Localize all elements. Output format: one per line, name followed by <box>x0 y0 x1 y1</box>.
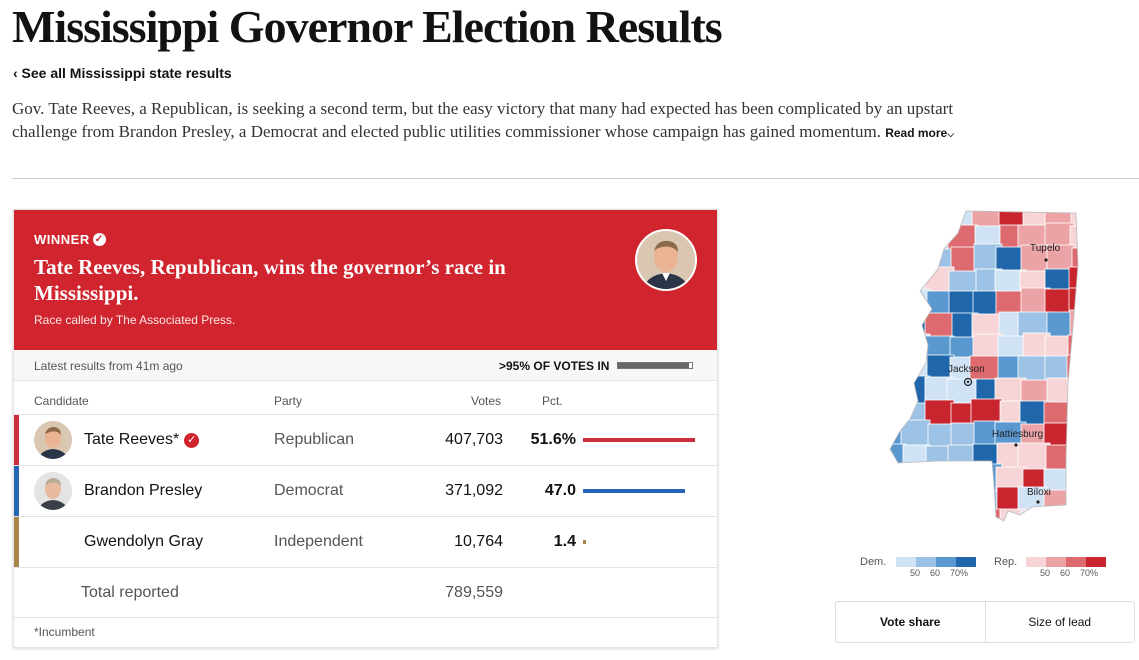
map-legend <box>860 556 1120 582</box>
county-shape[interactable] <box>880 267 906 295</box>
city-label: Tupelo <box>1030 243 1061 254</box>
divider <box>12 178 1139 179</box>
legend-tick: 50 <box>1040 568 1051 578</box>
candidate-name: Gwendolyn Gray <box>84 533 204 550</box>
county-shape[interactable] <box>898 245 930 273</box>
legend-dem-label: Dem. <box>860 556 887 568</box>
city-label: Jackson <box>948 364 985 375</box>
candidate-pct: 51.6% <box>530 431 576 448</box>
intro-text: Gov. Tate Reeves, a Republican, is seeking a second term, but the easy victory that many had expected has been complicated by an upstart challenge from Brandon Presley, a Democrat and elected public utilities commissioner whose campaign has gained momentum. <box>12 99 954 141</box>
col-header-votes: Votes <box>471 394 502 408</box>
votes-in-label: >95% OF VOTES IN <box>499 359 610 373</box>
city-label: Hattiesburg <box>992 429 1044 440</box>
county-shape[interactable] <box>880 401 906 427</box>
candidate-votes: 10,764 <box>454 533 503 550</box>
county-shape[interactable] <box>904 289 930 317</box>
legend-tick: 70% <box>950 568 969 578</box>
county-shape[interactable] <box>880 245 906 273</box>
table-row-reeves <box>14 414 717 465</box>
check-icon: ✓ <box>93 233 106 246</box>
county-shape[interactable] <box>926 469 954 493</box>
total-votes: 789,559 <box>445 584 503 601</box>
legend-tick: 70% <box>1080 568 1099 578</box>
col-header-party: Party <box>274 394 303 408</box>
county-shape[interactable] <box>971 509 1002 525</box>
legend-tick: 50 <box>910 568 921 578</box>
legend-rep-label: Rep. <box>994 556 1018 568</box>
city-label: Biloxi <box>1027 487 1051 498</box>
col-header-candidate: Candidate <box>34 394 89 408</box>
county-shape[interactable] <box>880 205 906 229</box>
county-shape[interactable] <box>880 513 906 525</box>
legend-swatch <box>1066 557 1086 567</box>
county-shape[interactable] <box>880 465 906 493</box>
county-shape[interactable] <box>880 379 906 405</box>
county-shape[interactable] <box>899 334 930 361</box>
reporting-progress-bar <box>617 362 693 369</box>
county-shape[interactable] <box>880 315 906 339</box>
legend-swatch <box>1026 557 1046 567</box>
candidate-pct: 1.4 <box>553 533 576 550</box>
party-stripe <box>14 466 19 516</box>
winner-banner <box>14 210 717 350</box>
legend-swatch <box>1086 557 1106 567</box>
county-shape[interactable] <box>1046 445 1074 471</box>
party-stripe <box>14 415 19 465</box>
county-shape[interactable] <box>880 488 906 515</box>
county-shape[interactable] <box>1068 378 1090 405</box>
results-status-bar <box>14 350 717 381</box>
candidate-party: Independent <box>274 533 363 550</box>
winner-check-icon: ✓ <box>184 433 199 448</box>
party-stripe <box>14 517 19 567</box>
reporting-progress-fill <box>618 363 689 368</box>
chevron-down-icon: ⌵ <box>947 128 955 139</box>
vote-share-bar <box>583 540 586 544</box>
map-view-toggle <box>835 601 1135 643</box>
legend-swatch <box>916 557 936 567</box>
candidate-party: Democrat <box>274 482 344 499</box>
county-shape[interactable] <box>946 489 978 515</box>
candidate-party: Republican <box>274 431 355 448</box>
county-shape[interactable] <box>880 290 906 317</box>
table-bottom-border <box>14 617 717 618</box>
county-shape[interactable] <box>1070 490 1090 515</box>
county-shape[interactable] <box>1071 423 1090 449</box>
winner-tag: WINNER ✓ <box>34 232 106 247</box>
legend-swatch <box>896 557 916 567</box>
county-shape[interactable] <box>949 512 978 525</box>
county-shape[interactable] <box>1047 378 1074 405</box>
county-shape[interactable] <box>880 225 906 251</box>
candidate-name: Tate Reeves* ✓ <box>84 431 199 449</box>
table-row-gray <box>14 516 717 567</box>
page-title: Mississippi Governor Election Results <box>12 1 722 52</box>
candidate-votes: 371,092 <box>445 482 503 499</box>
candidate-votes: 407,703 <box>445 431 503 448</box>
legend-tick: 60 <box>930 568 941 578</box>
legend-rep-scale <box>1026 557 1106 567</box>
winner-portrait <box>635 229 697 291</box>
see-all-state-results-link[interactable]: ‹ See all Mississippi state results <box>13 65 232 81</box>
county-shape[interactable] <box>952 464 978 493</box>
county-shape[interactable] <box>1070 464 1090 493</box>
county-shape[interactable] <box>880 444 906 471</box>
toggle-vote-share[interactable]: Vote share <box>880 615 941 629</box>
candidate-pct: 47.0 <box>544 482 576 499</box>
incumbent-footnote: *Incumbent <box>34 625 95 639</box>
candidate-name: Brandon Presley <box>84 482 203 499</box>
county-shape[interactable] <box>1021 511 1050 525</box>
county-shape[interactable] <box>902 225 930 251</box>
legend-tick: 60 <box>1060 568 1071 578</box>
presley-avatar <box>34 472 72 510</box>
county-shape[interactable] <box>880 336 906 361</box>
results-card <box>13 209 718 648</box>
county-shape[interactable] <box>902 466 930 493</box>
read-more-link[interactable]: Read more⌵ <box>885 125 955 140</box>
county-shape[interactable] <box>928 488 954 515</box>
table-row-total <box>14 567 717 618</box>
legend-swatch <box>956 557 976 567</box>
intro-paragraph <box>12 98 962 145</box>
winner-headline: Tate Reeves, Republican, wins the governor’s race in Mississippi. <box>34 255 506 305</box>
total-label: Total reported <box>81 584 179 601</box>
county-shape[interactable] <box>899 508 930 525</box>
reeves-avatar <box>34 421 72 459</box>
legend-swatch <box>1046 557 1066 567</box>
county-shape[interactable] <box>902 489 930 515</box>
county-map-svg[interactable] <box>880 205 1090 525</box>
col-header-pct: Pct. <box>542 394 563 408</box>
toggle-size-of-lead[interactable]: Size of lead <box>985 602 1135 642</box>
legend-swatch <box>936 557 956 567</box>
county-shape[interactable] <box>1067 445 1090 471</box>
race-called-note: Race called by The Associated Press. <box>34 313 236 327</box>
vote-share-bar <box>583 489 685 493</box>
county-shape[interactable] <box>924 205 954 229</box>
legend-dem-scale <box>896 557 976 567</box>
county-shape[interactable] <box>926 509 954 525</box>
county-shape[interactable] <box>1046 512 1074 525</box>
county-shape[interactable] <box>1071 512 1090 525</box>
county-map[interactable] <box>880 205 1090 525</box>
county-shape[interactable] <box>1072 402 1090 427</box>
vote-share-bar <box>583 438 695 442</box>
latest-results-timestamp: Latest results from 41m ago <box>34 359 183 373</box>
table-row-presley <box>14 465 717 516</box>
county-shape[interactable] <box>880 354 906 383</box>
county-shape[interactable] <box>901 205 930 229</box>
